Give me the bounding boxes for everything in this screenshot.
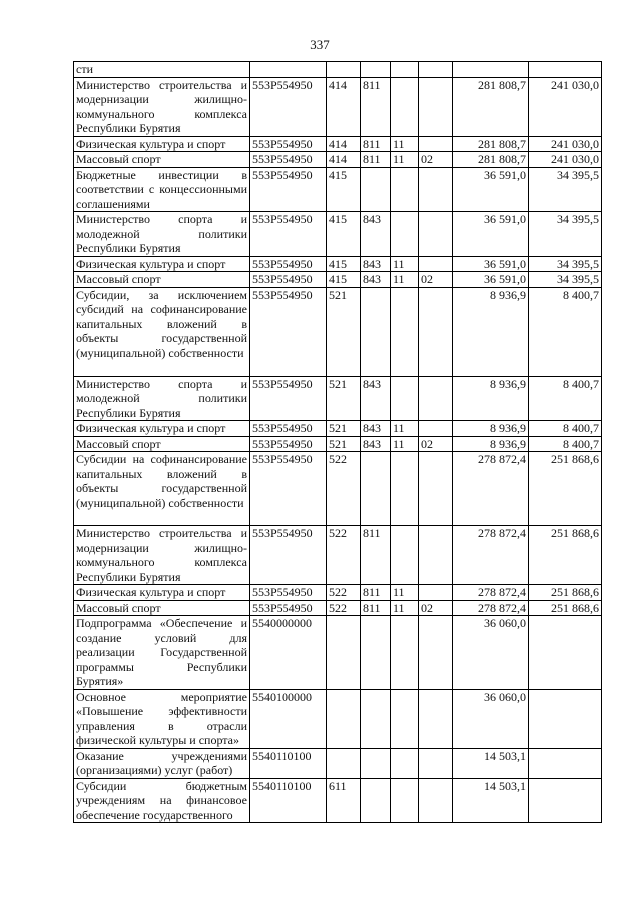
expense-type-cell: 522: [327, 452, 361, 526]
target-code-cell: 5540100000: [250, 689, 327, 748]
subsection-code-cell: [419, 256, 453, 272]
table-row: [74, 585, 602, 601]
table-row: [74, 616, 602, 690]
section-code-cell: [391, 376, 419, 421]
section-code-cell: 11: [391, 272, 419, 288]
target-code-cell: 553P554950: [250, 600, 327, 616]
amount-2019-cell: 36 060,0: [453, 616, 529, 690]
section-code-cell: [391, 689, 419, 748]
table-row: [74, 436, 602, 452]
section-code-cell: 11: [391, 256, 419, 272]
amount-2019-cell: 36 060,0: [453, 689, 529, 748]
amount-2020-cell: 251 868,6: [529, 600, 602, 616]
expense-type-cell: 415: [327, 256, 361, 272]
subsection-code-cell: [419, 136, 453, 152]
table-row: [74, 600, 602, 616]
row-name-cell: Подпрограмма «Обеспечение и создание условий для реализации Государственной программы Республики Бурятия»: [74, 616, 250, 690]
section-code-cell: 11: [391, 152, 419, 168]
department-code-cell: 843: [361, 272, 391, 288]
row-name-cell: Массовый спорт: [74, 436, 250, 452]
table-row: [74, 212, 602, 257]
amount-2019-cell: 278 872,4: [453, 600, 529, 616]
section-code-cell: [391, 748, 419, 778]
section-code-cell: [391, 167, 419, 212]
amount-2019-cell: [453, 62, 529, 78]
subsection-code-cell: 02: [419, 272, 453, 288]
amount-2019-cell: 281 808,7: [453, 77, 529, 136]
department-code-cell: 843: [361, 212, 391, 257]
subsection-code-cell: [419, 287, 453, 376]
department-code-cell: 843: [361, 436, 391, 452]
subsection-code-cell: [419, 376, 453, 421]
amount-2020-cell: 241 030,0: [529, 77, 602, 136]
amount-2019-cell: 8 936,9: [453, 421, 529, 437]
amount-2019-cell: 278 872,4: [453, 526, 529, 585]
subsection-code-cell: 02: [419, 436, 453, 452]
section-code-cell: [391, 778, 419, 823]
target-code-cell: 553P554950: [250, 585, 327, 601]
target-code-cell: 553P554950: [250, 421, 327, 437]
table-row: [74, 272, 602, 288]
department-code-cell: [361, 287, 391, 376]
amount-2019-cell: 281 808,7: [453, 152, 529, 168]
department-code-cell: 811: [361, 600, 391, 616]
row-name-cell: Министерство спорта и молодежной политики Республики Бурятия: [74, 212, 250, 257]
subsection-code-cell: [419, 421, 453, 437]
amount-2019-cell: 14 503,1: [453, 748, 529, 778]
department-code-cell: 843: [361, 256, 391, 272]
amount-2020-cell: 34 395,5: [529, 256, 602, 272]
amount-2020-cell: 8 400,7: [529, 376, 602, 421]
row-name-cell: Субсидии, за исключением субсидий на софинансирование капитальных вложений в объекты государственной (муниципальной) собственности: [74, 287, 250, 376]
row-name-cell: Министерство строительства и модернизации жилищно-коммунального комплекса Республики Бурятия: [74, 77, 250, 136]
subsection-code-cell: [419, 689, 453, 748]
department-code-cell: 811: [361, 136, 391, 152]
amount-2019-cell: 36 591,0: [453, 212, 529, 257]
target-code-cell: 553P554950: [250, 152, 327, 168]
target-code-cell: 553P554950: [250, 436, 327, 452]
department-code-cell: [361, 616, 391, 690]
department-code-cell: [361, 452, 391, 526]
amount-2020-cell: 34 395,5: [529, 212, 602, 257]
expense-type-cell: 414: [327, 77, 361, 136]
expense-type-cell: 522: [327, 600, 361, 616]
table-row: [74, 62, 602, 78]
amount-2020-cell: 241 030,0: [529, 136, 602, 152]
section-code-cell: [391, 77, 419, 136]
target-code-cell: 553P554950: [250, 167, 327, 212]
section-code-cell: 11: [391, 600, 419, 616]
subsection-code-cell: 02: [419, 152, 453, 168]
subsection-code-cell: [419, 585, 453, 601]
target-code-cell: 5540110100: [250, 748, 327, 778]
table-row: [74, 167, 602, 212]
target-code-cell: 5540110100: [250, 778, 327, 823]
amount-2019-cell: 278 872,4: [453, 585, 529, 601]
table-row: [74, 748, 602, 778]
section-code-cell: 11: [391, 136, 419, 152]
budget-table: [73, 61, 602, 823]
amount-2019-cell: 278 872,4: [453, 452, 529, 526]
table-row: [74, 376, 602, 421]
expense-type-cell: 521: [327, 376, 361, 421]
amount-2020-cell: 8 400,7: [529, 436, 602, 452]
section-code-cell: 11: [391, 436, 419, 452]
row-name-cell: Министерство строительства и модернизации жилищно-коммунального комплекса Республики Бурятия: [74, 526, 250, 585]
row-name-cell: Массовый спорт: [74, 152, 250, 168]
subsection-code-cell: [419, 77, 453, 136]
subsection-code-cell: [419, 62, 453, 78]
row-name-cell: Бюджетные инвестиции в соответствии с концессионными соглашениями: [74, 167, 250, 212]
expense-type-cell: [327, 616, 361, 690]
expense-type-cell: 414: [327, 136, 361, 152]
amount-2020-cell: [529, 62, 602, 78]
department-code-cell: 811: [361, 585, 391, 601]
amount-2020-cell: 251 868,6: [529, 585, 602, 601]
row-name-cell: Оказание учреждениями (организациями) услуг (работ): [74, 748, 250, 778]
department-code-cell: [361, 167, 391, 212]
expense-type-cell: 522: [327, 526, 361, 585]
table-row: [74, 287, 602, 376]
expense-type-cell: [327, 62, 361, 78]
amount-2020-cell: 251 868,6: [529, 452, 602, 526]
row-name-cell: Массовый спорт: [74, 600, 250, 616]
amount-2019-cell: 14 503,1: [453, 778, 529, 823]
table-row: [74, 256, 602, 272]
expense-type-cell: [327, 748, 361, 778]
row-name-cell: Субсидии бюджетным учреждениям на финансовое обеспечение государственного: [74, 778, 250, 823]
subsection-code-cell: [419, 748, 453, 778]
expense-type-cell: 415: [327, 272, 361, 288]
target-code-cell: 553P554950: [250, 212, 327, 257]
target-code-cell: 553P554950: [250, 452, 327, 526]
row-name-cell: Основное мероприятие «Повышение эффективности управления в отрасли физической культуры и спорта»: [74, 689, 250, 748]
target-code-cell: 553P554950: [250, 256, 327, 272]
row-name-cell: Массовый спорт: [74, 272, 250, 288]
department-code-cell: 843: [361, 421, 391, 437]
amount-2020-cell: [529, 748, 602, 778]
table-row: [74, 526, 602, 585]
section-code-cell: [391, 62, 419, 78]
section-code-cell: [391, 526, 419, 585]
expense-type-cell: [327, 689, 361, 748]
expense-type-cell: 521: [327, 436, 361, 452]
subsection-code-cell: [419, 212, 453, 257]
target-code-cell: 553P554950: [250, 136, 327, 152]
amount-2020-cell: 8 400,7: [529, 421, 602, 437]
subsection-code-cell: [419, 167, 453, 212]
department-code-cell: [361, 748, 391, 778]
subsection-code-cell: [419, 778, 453, 823]
subsection-code-cell: 02: [419, 600, 453, 616]
section-code-cell: [391, 616, 419, 690]
expense-type-cell: 521: [327, 421, 361, 437]
row-name-cell: Физическая культура и спорт: [74, 585, 250, 601]
amount-2019-cell: 36 591,0: [453, 256, 529, 272]
department-code-cell: [361, 778, 391, 823]
amount-2020-cell: 8 400,7: [529, 287, 602, 376]
expense-type-cell: 415: [327, 167, 361, 212]
amount-2020-cell: 241 030,0: [529, 152, 602, 168]
amount-2020-cell: [529, 778, 602, 823]
department-code-cell: 811: [361, 152, 391, 168]
table-row: [74, 136, 602, 152]
row-name-cell: Физическая культура и спорт: [74, 256, 250, 272]
amount-2019-cell: 8 936,9: [453, 287, 529, 376]
target-code-cell: 553P554950: [250, 526, 327, 585]
amount-2019-cell: 8 936,9: [453, 436, 529, 452]
section-code-cell: [391, 452, 419, 526]
row-name-cell: Физическая культура и спорт: [74, 421, 250, 437]
row-name-cell: сти: [74, 62, 250, 78]
target-code-cell: 553P554950: [250, 376, 327, 421]
amount-2020-cell: 34 395,5: [529, 272, 602, 288]
row-name-cell: Министерство спорта и молодежной политики Республики Бурятия: [74, 376, 250, 421]
department-code-cell: [361, 62, 391, 78]
expense-type-cell: 611: [327, 778, 361, 823]
target-code-cell: 553P554950: [250, 272, 327, 288]
section-code-cell: 11: [391, 421, 419, 437]
subsection-code-cell: [419, 452, 453, 526]
expense-type-cell: 414: [327, 152, 361, 168]
table-row: [74, 421, 602, 437]
target-code-cell: 553P554950: [250, 77, 327, 136]
expense-type-cell: 522: [327, 585, 361, 601]
expense-type-cell: 415: [327, 212, 361, 257]
target-code-cell: [250, 62, 327, 78]
department-code-cell: 811: [361, 526, 391, 585]
table-row: [74, 77, 602, 136]
department-code-cell: [361, 689, 391, 748]
amount-2020-cell: [529, 616, 602, 690]
section-code-cell: [391, 287, 419, 376]
row-name-cell: Субсидии на софинансирование капитальных вложений в объекты государственной (муниципальной) собственности: [74, 452, 250, 526]
page-number: 337: [310, 37, 330, 52]
amount-2019-cell: 36 591,0: [453, 167, 529, 212]
table-row: [74, 452, 602, 526]
section-code-cell: 11: [391, 585, 419, 601]
target-code-cell: 553P554950: [250, 287, 327, 376]
amount-2019-cell: 281 808,7: [453, 136, 529, 152]
amount-2020-cell: 34 395,5: [529, 167, 602, 212]
amount-2019-cell: 8 936,9: [453, 376, 529, 421]
amount-2019-cell: 36 591,0: [453, 272, 529, 288]
table-row: [74, 152, 602, 168]
department-code-cell: 811: [361, 77, 391, 136]
expense-type-cell: 521: [327, 287, 361, 376]
table-row: [74, 689, 602, 748]
amount-2020-cell: [529, 689, 602, 748]
section-code-cell: [391, 212, 419, 257]
table-row: [74, 778, 602, 823]
subsection-code-cell: [419, 616, 453, 690]
amount-2020-cell: 251 868,6: [529, 526, 602, 585]
subsection-code-cell: [419, 526, 453, 585]
row-name-cell: Физическая культура и спорт: [74, 136, 250, 152]
department-code-cell: 843: [361, 376, 391, 421]
target-code-cell: 5540000000: [250, 616, 327, 690]
